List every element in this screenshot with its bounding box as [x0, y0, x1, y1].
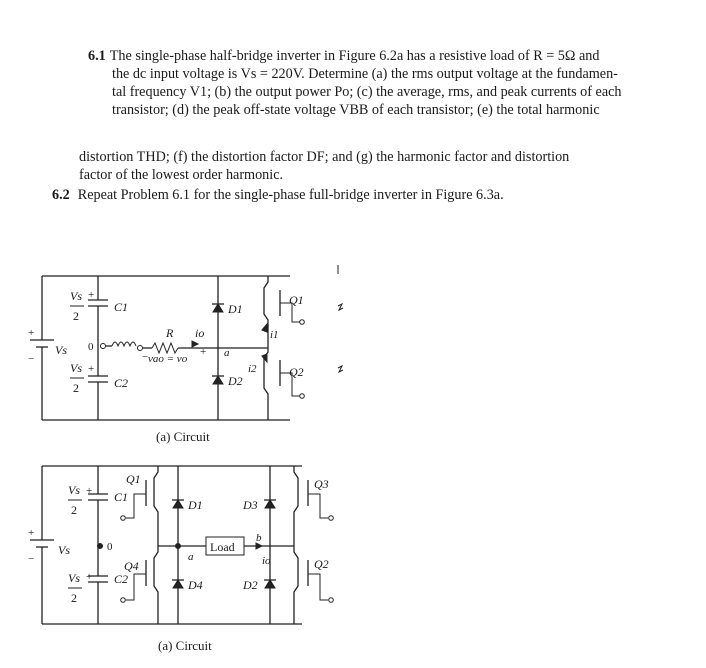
d2-label: D2	[228, 374, 243, 388]
node-a-full: a	[188, 551, 194, 563]
q3-label-full: Q3	[314, 477, 329, 491]
d1-label: D1	[228, 302, 243, 316]
full-bridge-caption: (a) Circuit	[158, 638, 212, 653]
problem-number: 6.1	[88, 48, 106, 64]
svg-text:Vs: Vs	[68, 483, 80, 497]
node-b-full: b	[256, 532, 262, 544]
svg-text:+: +	[88, 363, 95, 375]
svg-text:+: +	[86, 485, 93, 497]
d3-label-full: D3	[243, 498, 258, 512]
svg-text:2: 2	[71, 591, 77, 605]
problem-6-1-line-3: tal frequency V1; (b) the output power Po; (c) the average, rms, and peak currents of each	[112, 84, 622, 100]
svg-text:2: 2	[71, 503, 77, 517]
svg-text:+: +	[200, 346, 207, 358]
problem-6-1-line-1: 6.1 The single-phase half-bridge inverter in Figure 6.2a has a resistive load of R = 5Ω and	[88, 48, 600, 64]
two-bottom: 2	[73, 381, 79, 395]
problem-6-1-cont-line-1: distortion THD; (f) the distortion factor DF; and (g) the harmonic factor and distortion	[79, 149, 570, 165]
svg-text:+: +	[88, 289, 95, 301]
vs-half-bottom: Vs	[70, 361, 82, 375]
c1-label-full: C1	[114, 490, 129, 504]
d1-label-full: D1	[188, 498, 203, 512]
svg-text:−: −	[142, 351, 149, 363]
r-label: R	[166, 326, 174, 340]
vs-minus: −	[28, 353, 35, 365]
c1-label: C1	[114, 300, 129, 314]
d4-label-full: D4	[188, 578, 203, 592]
vs-label-full: Vs	[58, 543, 70, 557]
problem-6-1-line-4: transistor; (d) the peak off-state voltage VBB of each transistor; (e) the total harmonic	[112, 102, 600, 118]
q2-label: Q2	[289, 365, 304, 379]
half-bridge-caption: (a) Circuit	[156, 429, 210, 444]
problem-6-1-cont-line-2: factor of the lowest order harmonic.	[79, 167, 284, 183]
d2-label-full: D2	[243, 578, 258, 592]
vs-label: Vs	[55, 343, 67, 357]
two-top: 2	[73, 309, 79, 323]
svg-text:−: −	[28, 553, 35, 565]
vao-label: vao = vo	[148, 353, 188, 365]
load-label: Load	[210, 540, 235, 554]
i2-label: i2	[248, 363, 257, 375]
zero-node-full: 0	[107, 541, 113, 553]
problem-6-2-text: Repeat Problem 6.1 for the single-phase full-bridge inverter in Figure 6.3a.	[77, 187, 504, 203]
io-label: io	[195, 326, 205, 340]
c2-label: C2	[114, 376, 129, 390]
io-label-full: io	[262, 555, 271, 567]
svg-text:+: +	[28, 527, 35, 539]
vs-plus: +	[28, 327, 35, 339]
q1-label-full: Q1	[126, 472, 141, 486]
problem-number: 6.2	[52, 187, 70, 203]
i1-label: i1	[270, 329, 279, 341]
c2-label-full: C2	[114, 572, 129, 586]
vs-half-top: Vs	[70, 289, 82, 303]
q2-label-full: Q2	[314, 557, 329, 571]
node-a: a	[224, 347, 230, 359]
svg-text:+: +	[86, 571, 93, 583]
zero-node: 0	[88, 341, 94, 353]
q4-label-full: Q4	[124, 559, 139, 573]
problem-6-1-line-2: the dc input voltage is Vs = 220V. Determine (a) the rms output voltage at the fundamen-	[112, 66, 618, 82]
svg-text:Vs: Vs	[68, 571, 80, 585]
q1-label: Q1	[289, 293, 304, 307]
